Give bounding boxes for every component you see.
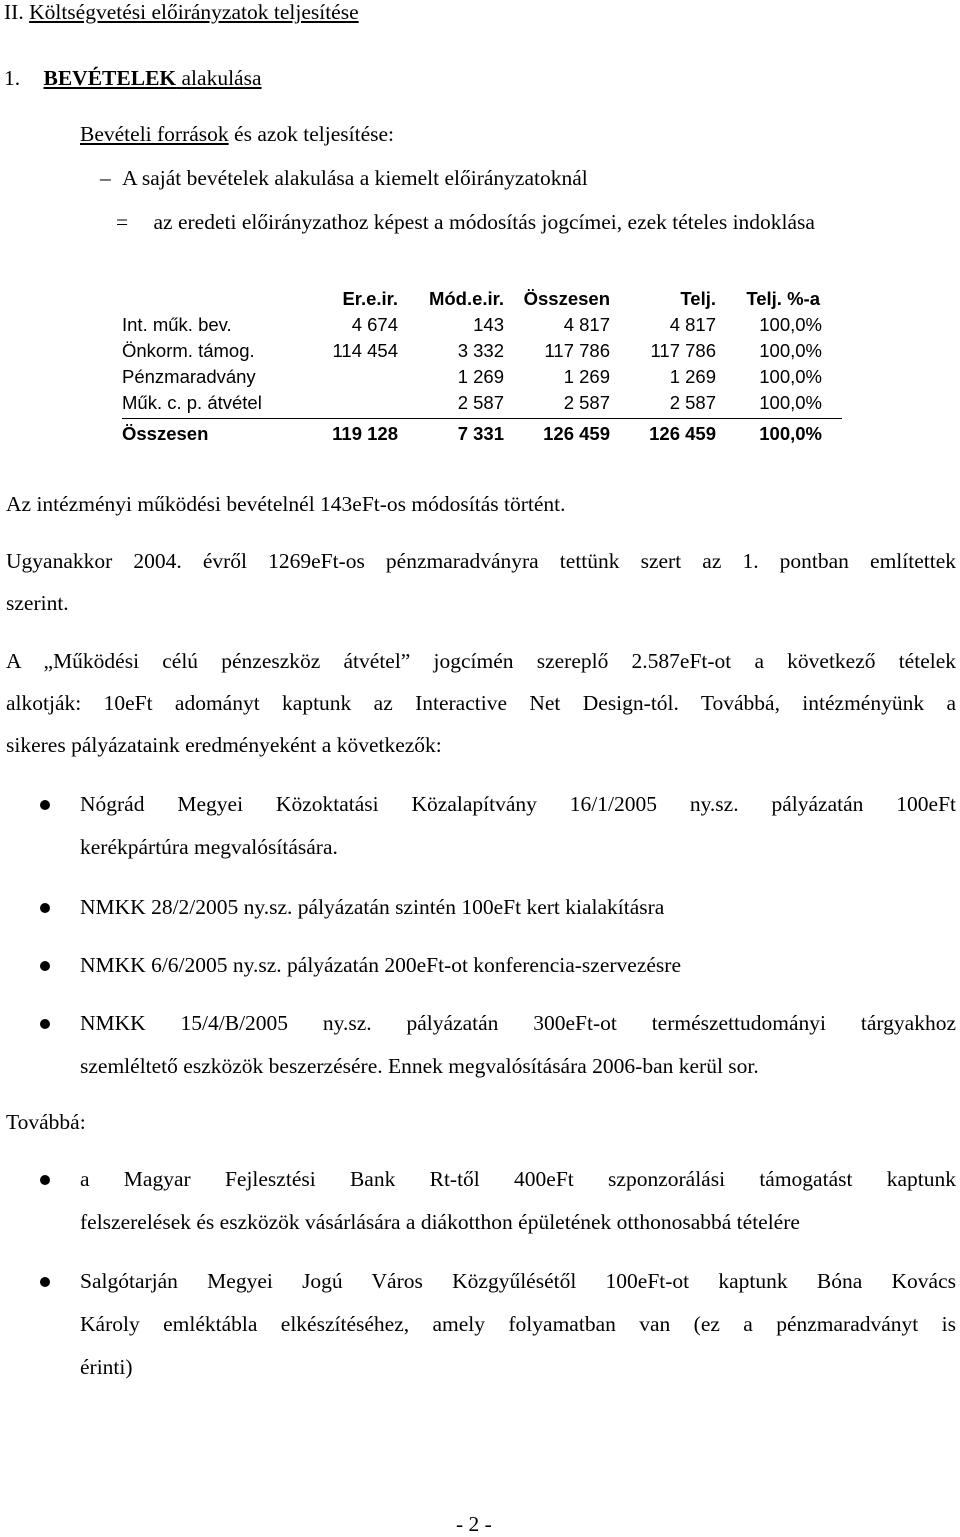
list-item (80, 1002, 956, 1088)
table-row (122, 314, 842, 340)
list-item-line: NMKK 15/4/B/2005 ny.sz. pályázatán 300eFt-ot természettudományi tárgyakhoz (80, 1011, 956, 1035)
table-row (122, 392, 842, 418)
table-header-cell: Telj. (680, 288, 716, 309)
table-header-cell: Összesen (523, 288, 610, 309)
table-cell: 4 817 (563, 314, 610, 335)
table-cell: 114 454 (332, 340, 398, 361)
table-cell: 100,0% (759, 392, 822, 413)
table-cell: 2 587 (669, 392, 716, 413)
table-cell: Önkorm. támog. (122, 340, 255, 361)
section-heading (4, 66, 262, 91)
paragraph-line: alkotják: 10eFt adományt kaptunk az Interactive Net Design-tól. Továbbá, intézményünk a (6, 691, 956, 715)
table-total-cell: 100,0% (759, 423, 822, 444)
list-item-line: szemléltető eszközök beszerzésére. Ennek megvalósítására 2006-ban kerül sor. (80, 1054, 759, 1078)
list-item (80, 944, 956, 987)
bullet-dot (40, 1019, 50, 1029)
list-item (80, 783, 956, 869)
table-cell: 100,0% (759, 340, 822, 361)
table-cell: 1 269 (457, 366, 504, 387)
table-cell: 2 587 (563, 392, 610, 413)
section-title-bold: BEVÉTELEK (43, 66, 177, 90)
table-cell: 1 269 (669, 366, 716, 387)
list-item-line: a Magyar Fejlesztési Bank Rt-től 400eFt szponzorálási támogatást kaptunk (80, 1167, 956, 1191)
list-item-line: NMKK 6/6/2005 ny.sz. pályázatán 200eFt-ot konferencia-szervezésre (80, 953, 681, 977)
equals-marker: = (116, 210, 129, 234)
table-cell: 4 817 (669, 314, 716, 335)
list-item-line: NMKK 28/2/2005 ny.sz. pályázatán szintén 100eFt kert kialakításra (80, 895, 665, 919)
bullet-dot (40, 961, 50, 971)
paragraph-line: sikeres pályázataink eredményeként a következők: (6, 733, 442, 757)
table-header-cell: Telj. %-a (746, 288, 820, 309)
table-total-row (122, 418, 842, 451)
table-cell: Műk. c. p. átvétel (122, 392, 262, 413)
table-row (122, 340, 842, 366)
subsection-heading (80, 122, 394, 147)
chapter-heading (4, 0, 359, 25)
table-cell: 143 (473, 314, 504, 335)
dash-item (100, 166, 588, 191)
table-cell: 117 786 (544, 340, 610, 361)
table-total-cell: Összesen (122, 423, 209, 444)
equals-item-text: az eredeti előirányzathoz képest a módosítás jogcímei, ezek tételes indoklása (153, 210, 815, 234)
section-number: 1. (4, 66, 21, 90)
subsection-underlined: Bevételi források (80, 122, 229, 146)
table-cell: 100,0% (759, 314, 822, 335)
table-total-cell: 126 459 (649, 423, 716, 444)
table-header-cell: Mód.e.ir. (428, 288, 504, 309)
dash-item-text: A saját bevételek alakulása a kiemelt előirányzatoknál (122, 166, 588, 190)
bullet-dot (40, 1175, 50, 1185)
revenue-table (122, 288, 842, 451)
table-total-cell: 126 459 (543, 423, 610, 444)
table-cell: Pénzmaradvány (122, 366, 256, 387)
paragraph-modification: Az intézményi működési bevételnél 143eFt-os módosítás történt. (6, 492, 566, 516)
list-item-line: Salgótarján Megyei Jogú Város Közgyűlésétől 100eFt-ot kaptunk Bóna Kovács (80, 1269, 956, 1293)
paragraph-line: A „Működési célú pénzeszköz átvétel” jogcímén szereplő 2.587eFt-ot a következő tételek (6, 649, 956, 673)
section-title-rest: alakulása (176, 66, 262, 90)
page-number: - 2 - (456, 1512, 492, 1536)
table-cell: 100,0% (759, 366, 822, 387)
chapter-number: II. (4, 0, 24, 24)
table-cell: 1 269 (563, 366, 610, 387)
bullet-dot (40, 903, 50, 913)
paragraph-surplus (6, 540, 956, 624)
list-item-line: kerékpártúra megvalósítására. (80, 835, 338, 859)
chapter-title: Költségvetési előirányzatok teljesítése (29, 0, 359, 24)
equals-item (116, 210, 815, 235)
subsection-rest: és azok teljesítése: (228, 122, 395, 146)
paragraph-line: Ugyanakkor 2004. évről 1269eFt-os pénzmaradványra tettünk szert az 1. pontban említettek (6, 549, 956, 573)
table-cell: 2 587 (457, 392, 504, 413)
bullet-dot (40, 800, 50, 810)
table-row (122, 366, 842, 392)
paragraph-line: szerint. (6, 591, 69, 615)
list-item-line: érinti) (80, 1355, 133, 1379)
list-item-line: felszerelések és eszközök vásárlására a diákotthon épületének otthonosabbá tételére (80, 1210, 800, 1234)
list-item (80, 1260, 956, 1389)
list-item (80, 1158, 956, 1244)
table-cell: Int. műk. bev. (122, 314, 232, 335)
list-item (80, 886, 956, 929)
table-cell: 4 674 (351, 314, 398, 335)
table-header-row (122, 288, 842, 314)
tovabba-label: Továbbá: (6, 1110, 86, 1134)
list-item-line: Károly emléktábla elkészítéséhez, amely folyamatban van (ez a pénzmaradványt is (80, 1312, 956, 1336)
bullet-dot (40, 1277, 50, 1287)
dash-marker: – (100, 166, 111, 190)
paragraph-transfer (6, 640, 956, 766)
table-total-cell: 7 331 (457, 423, 504, 444)
table-total-cell: 119 128 (332, 423, 398, 444)
table-cell: 3 332 (457, 340, 504, 361)
list-item-line: Nógrád Megyei Közoktatási Közalapítvány 16/1/2005 ny.sz. pályázatán 100eFt (80, 792, 956, 816)
table-cell: 117 786 (650, 340, 716, 361)
table-header-cell: Er.e.ir. (342, 288, 398, 309)
